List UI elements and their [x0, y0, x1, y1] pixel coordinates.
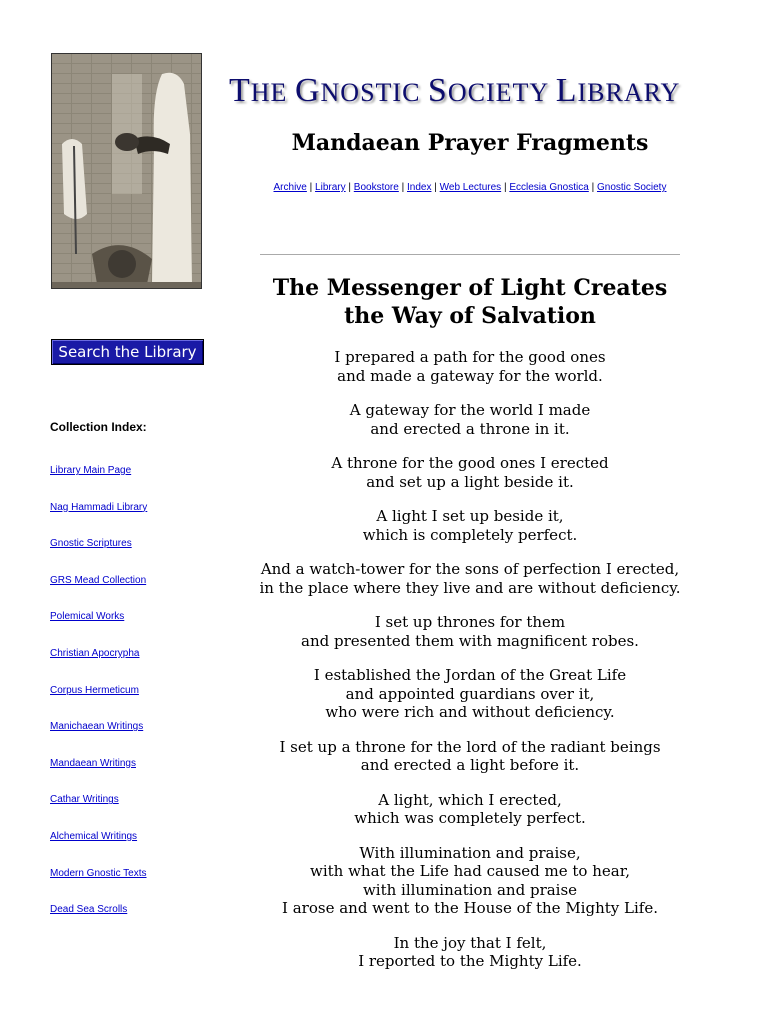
- stanza: [240, 560, 700, 597]
- list-item: [50, 678, 147, 715]
- site-title-part: NOSTIC: [320, 78, 428, 107]
- site-title-part: OCIETY: [447, 78, 556, 107]
- stanza: [240, 791, 700, 828]
- stanza-line: I set up thrones for them: [374, 613, 566, 631]
- stanza-line: A light, which I erected,: [378, 790, 562, 809]
- prayer-text: [240, 348, 700, 987]
- list-item: [50, 531, 147, 568]
- stanza-line: A gateway for the world I made: [349, 401, 591, 419]
- page-title: Mandaean Prayer Fragments: [291, 130, 649, 156]
- collection-link-christian-apocrypha[interactable]: Christian Apocrypha: [50, 647, 140, 659]
- collection-link-polemical-works[interactable]: Polemical Works: [50, 611, 125, 623]
- stanza-line: which is completely perfect.: [362, 525, 578, 544]
- nav-separator: |: [401, 182, 405, 193]
- list-item: [50, 824, 147, 861]
- stanza-line: in the place where they live and are without deficiency.: [259, 578, 681, 597]
- stanza-line: I established the Jordan of the Great Life: [313, 666, 627, 684]
- collection-index-title: Collection Index:: [50, 420, 147, 434]
- section-title-line: The Messenger of Light Creates: [272, 275, 668, 301]
- site-title-part: IBRARY: [577, 78, 681, 107]
- collection-index-list: [50, 458, 147, 934]
- stanza-line: With illumination and praise,: [359, 843, 581, 862]
- nav-library[interactable]: Library: [315, 182, 346, 193]
- list-item: [50, 495, 147, 532]
- nav-index[interactable]: Index: [407, 182, 432, 193]
- stanza-line: with illumination and praise: [362, 880, 578, 899]
- nav-separator: |: [591, 182, 595, 193]
- collection-link-nag-hammadi-library[interactable]: Nag Hammadi Library: [50, 501, 148, 513]
- stanza-line: and presented them with magnificent robes.: [301, 631, 639, 650]
- stanza-line: and set up a light beside it.: [366, 472, 574, 491]
- collection-link-manichaean-writings[interactable]: Manichaean Writings: [50, 721, 144, 733]
- collection-link-cathar-writings[interactable]: Cathar Writings: [50, 794, 119, 806]
- list-item: [50, 787, 147, 824]
- stanza-line: I arose and went to the House of the Mighty Life.: [282, 899, 658, 917]
- collection-link-dead-sea-scrolls[interactable]: Dead Sea Scrolls: [50, 904, 128, 916]
- stanza-line: and appointed guardians over it,: [345, 684, 595, 703]
- collection-link-mandaean-writings[interactable]: Mandaean Writings: [50, 757, 136, 769]
- list-item: [50, 568, 147, 605]
- stanza: [240, 666, 700, 722]
- stanza-line: who were rich and without deficiency.: [325, 703, 615, 721]
- list-item: [50, 861, 147, 898]
- stanza-line: and erected a throne in it.: [370, 419, 570, 438]
- nav-separator: |: [348, 182, 352, 193]
- stanza: [240, 401, 700, 438]
- stanza-line: A throne for the good ones I erected: [331, 454, 609, 472]
- nav-archive[interactable]: Archive: [273, 182, 307, 193]
- stanza-line: And a watch-tower for the sons of perfection I erected,: [260, 560, 680, 578]
- stanza: [240, 507, 700, 544]
- list-item: [50, 604, 147, 641]
- stanza: [240, 844, 700, 918]
- collection-link-gnostic-scriptures[interactable]: Gnostic Scriptures: [50, 538, 132, 550]
- list-item: [50, 897, 147, 934]
- section-title: [240, 274, 700, 330]
- stanza-line: and made a gateway for the world.: [337, 366, 603, 385]
- site-title-part: G: [294, 72, 321, 109]
- stanza-line: In the joy that I felt,: [393, 933, 547, 952]
- horizontal-divider: [260, 254, 680, 255]
- nav-separator: |: [309, 182, 313, 193]
- nav-separator: |: [434, 182, 437, 193]
- nav-web-lectures[interactable]: Web Lectures: [439, 182, 502, 193]
- collection-link-modern-gnostic-texts[interactable]: Modern Gnostic Texts: [50, 867, 147, 879]
- site-title: [229, 72, 680, 110]
- search-library-button[interactable]: Search the Library: [51, 339, 204, 365]
- top-navigation: [240, 182, 700, 193]
- stanza: [240, 934, 700, 971]
- site-title-part: L: [555, 72, 578, 109]
- stanza-line: and erected a light before it.: [360, 756, 580, 774]
- site-title-part: HE: [250, 78, 295, 107]
- nav-separator: |: [503, 182, 507, 193]
- nav-ecclesia-gnostica[interactable]: Ecclesia Gnostica: [509, 182, 589, 193]
- stanza-line: which was completely perfect.: [354, 809, 586, 827]
- stanza-line: A light I set up beside it,: [376, 507, 564, 525]
- nav-gnostic-society[interactable]: Gnostic Society: [596, 182, 667, 193]
- collection-link-library-main-page[interactable]: Library Main Page: [50, 465, 132, 476]
- collection-link-grs-mead-collection[interactable]: GRS Mead Collection: [50, 574, 147, 586]
- stanza: [240, 613, 700, 650]
- sidebar-photo: [51, 53, 202, 289]
- stanza-line: with what the Life had caused me to hear,: [309, 862, 630, 880]
- stanza: [240, 348, 700, 385]
- section-title-line: the Way of Salvation: [344, 303, 596, 329]
- nav-bookstore[interactable]: Bookstore: [353, 182, 399, 193]
- stanza: [240, 738, 700, 775]
- collection-link-corpus-hermeticum[interactable]: Corpus Hermeticum: [50, 684, 139, 696]
- stanza-line: I prepared a path for the good ones: [334, 348, 606, 366]
- list-item: [50, 641, 147, 678]
- stanza-line: I reported to the Mighty Life.: [358, 952, 582, 970]
- collection-link-alchemical-writings[interactable]: Alchemical Writings: [50, 830, 138, 842]
- list-item: [50, 458, 147, 495]
- stanza: [240, 454, 700, 491]
- photo-illustration: [52, 54, 202, 289]
- list-item: [50, 751, 147, 788]
- site-title-part: T: [229, 72, 251, 109]
- stanza-line: I set up a throne for the lord of the radiant beings: [279, 737, 661, 756]
- site-title-part: S: [427, 72, 448, 109]
- list-item: [50, 714, 147, 751]
